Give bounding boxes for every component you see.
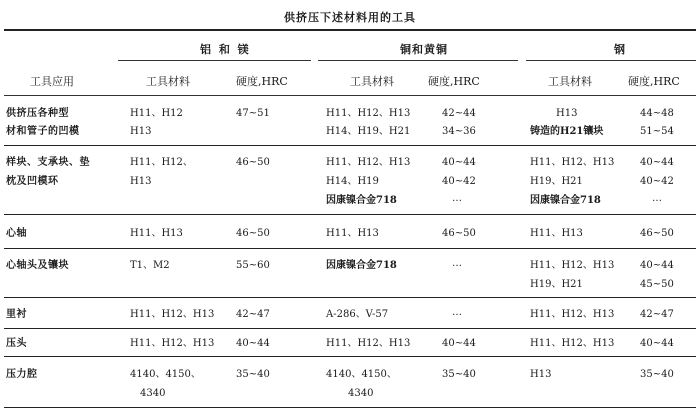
row-3-steel-material: H11、H13 bbox=[530, 228, 583, 239]
row-2-cu-material-2: H14、H19 bbox=[326, 176, 379, 187]
row-7-cu-material-1: 4140、4150、 bbox=[326, 369, 397, 380]
group-underline-steel bbox=[526, 60, 696, 61]
row-7-cu-hardness: 35~40 bbox=[442, 369, 476, 380]
row-2-steel-hardness-1: 40~44 bbox=[640, 157, 674, 168]
row-7-application: 压力腔 bbox=[6, 369, 38, 380]
row-6-cu-material: H11、H12、H13 bbox=[326, 338, 411, 349]
row-2-cu-material-1: H11、H12、H13 bbox=[326, 157, 411, 168]
row-7-steel-hardness: 35~40 bbox=[640, 369, 674, 380]
row-2-steel-material-1: H11、H12、H13 bbox=[530, 157, 615, 168]
row-divider bbox=[4, 248, 696, 249]
row-1-al-material-1: H11、H12 bbox=[130, 108, 183, 119]
row-divider bbox=[4, 214, 696, 215]
row-3-application: 心轴 bbox=[6, 228, 27, 239]
row-4-cu-material: 因康镍合金718 bbox=[326, 260, 397, 271]
header-hardness-al: 硬度,HRC bbox=[236, 75, 288, 88]
row-7-al-material-1: 4140、4150、 bbox=[130, 369, 201, 380]
row-divider bbox=[4, 356, 696, 357]
group-header-aluminum-magnesium: 铝 和 镁 bbox=[200, 43, 251, 56]
row-4-steel-hardness-1: 40~44 bbox=[640, 260, 674, 271]
row-4-steel-hardness-2: 45~50 bbox=[640, 279, 674, 290]
row-5-cu-hardness: … bbox=[452, 307, 462, 318]
row-2-cu-hardness-3: … bbox=[452, 193, 462, 204]
row-5-al-material: H11、H12、H13 bbox=[130, 309, 215, 320]
row-divider bbox=[4, 145, 696, 146]
row-2-steel-hardness-3: … bbox=[652, 193, 662, 204]
row-3-cu-material: H11、H13 bbox=[326, 228, 379, 239]
row-1-steel-material-1: H13 bbox=[556, 108, 578, 119]
row-1-steel-hardness-2: 51~54 bbox=[640, 126, 674, 137]
row-2-cu-material-3: 因康镍合金718 bbox=[326, 195, 397, 206]
row-1-cu-material-2: H14、H19、H21 bbox=[326, 126, 411, 137]
row-4-steel-material-1: H11、H12、H13 bbox=[530, 260, 615, 271]
table-title: 供挤压下述材料用的工具 bbox=[284, 11, 416, 24]
row-1-al-material-2: H13 bbox=[130, 126, 152, 137]
row-1-steel-material-2: 铸造的H21镶块 bbox=[530, 126, 604, 137]
row-7-cu-material-2: 4340 bbox=[348, 388, 374, 399]
row-3-steel-hardness: 46~50 bbox=[640, 228, 674, 239]
row-2-application-line-2: 枕及凹模环 bbox=[6, 176, 59, 187]
row-4-al-hardness: 55~60 bbox=[236, 260, 270, 271]
row-2-al-hardness-1: 46~50 bbox=[236, 157, 270, 168]
row-1-cu-material-1: H11、H12、H13 bbox=[326, 108, 411, 119]
row-divider bbox=[4, 297, 696, 298]
row-1-steel-hardness-1: 44~48 bbox=[640, 108, 674, 119]
row-4-steel-material-2: H19、H21 bbox=[530, 279, 583, 290]
row-5-steel-hardness: 42~47 bbox=[640, 309, 674, 320]
row-6-application: 压头 bbox=[6, 338, 27, 349]
row-2-steel-material-3: 因康镍合金718 bbox=[530, 195, 601, 206]
row-divider bbox=[4, 328, 696, 329]
row-6-steel-material: H11、H12、H13 bbox=[530, 338, 615, 349]
row-1-application-line-1: 供挤压各种型 bbox=[6, 108, 69, 119]
group-header-steel: 钢 bbox=[614, 43, 627, 56]
row-1-al-hardness-1: 47~51 bbox=[236, 108, 270, 119]
row-3-al-hardness: 46~50 bbox=[236, 228, 270, 239]
row-1-cu-hardness-1: 42~44 bbox=[442, 108, 476, 119]
row-6-al-hardness: 40~44 bbox=[236, 338, 270, 349]
row-1-cu-hardness-2: 34~36 bbox=[442, 126, 476, 137]
row-2-cu-hardness-2: 40~42 bbox=[442, 176, 476, 187]
row-2-application-line-1: 样块、支承块、垫 bbox=[6, 157, 90, 168]
row-4-cu-hardness: … bbox=[452, 258, 462, 269]
row-2-al-material-1: H11、H12、 bbox=[130, 157, 193, 168]
header-hardness-steel: 硬度,HRC bbox=[628, 75, 680, 88]
bottom-rule bbox=[4, 407, 696, 408]
header-rule bbox=[4, 95, 696, 96]
row-6-steel-hardness: 40~44 bbox=[640, 338, 674, 349]
row-4-al-material: T1、M2 bbox=[130, 260, 170, 271]
row-6-al-material: H11、H12、H13 bbox=[130, 338, 215, 349]
row-1-application-line-2: 材和管子的凹模 bbox=[6, 126, 80, 137]
header-tool-application: 工具应用 bbox=[30, 75, 74, 88]
top-rule bbox=[4, 29, 696, 31]
row-4-application: 心轴头及镶块 bbox=[6, 260, 69, 271]
row-5-steel-material: H11、H12、H13 bbox=[530, 309, 615, 320]
row-5-al-hardness: 42~47 bbox=[236, 309, 270, 320]
row-7-steel-material: H13 bbox=[530, 369, 552, 380]
header-tool-material-al: 工具材料 bbox=[146, 75, 190, 88]
row-5-application: 里衬 bbox=[6, 309, 27, 320]
header-hardness-cu: 硬度,HRC bbox=[428, 75, 480, 88]
row-2-al-material-2: H13 bbox=[130, 176, 152, 187]
row-7-al-material-2: 4340 bbox=[140, 388, 166, 399]
header-tool-material-steel: 工具材料 bbox=[548, 75, 592, 88]
row-2-steel-material-2: H19、H21 bbox=[530, 176, 583, 187]
row-3-al-material: H11、H13 bbox=[130, 228, 183, 239]
group-header-copper-brass: 铜和黄铜 bbox=[400, 43, 448, 56]
row-3-cu-hardness: 46~50 bbox=[442, 228, 476, 239]
row-6-cu-hardness: 40~44 bbox=[442, 338, 476, 349]
row-7-al-hardness: 35~40 bbox=[236, 369, 270, 380]
group-underline-aluminum bbox=[118, 60, 311, 61]
group-underline-copper bbox=[318, 60, 518, 61]
row-2-steel-hardness-2: 40~42 bbox=[640, 176, 674, 187]
row-5-cu-material: A-286、V-57 bbox=[326, 309, 389, 320]
row-2-cu-hardness-1: 40~44 bbox=[442, 157, 476, 168]
header-tool-material-cu: 工具材料 bbox=[350, 75, 394, 88]
